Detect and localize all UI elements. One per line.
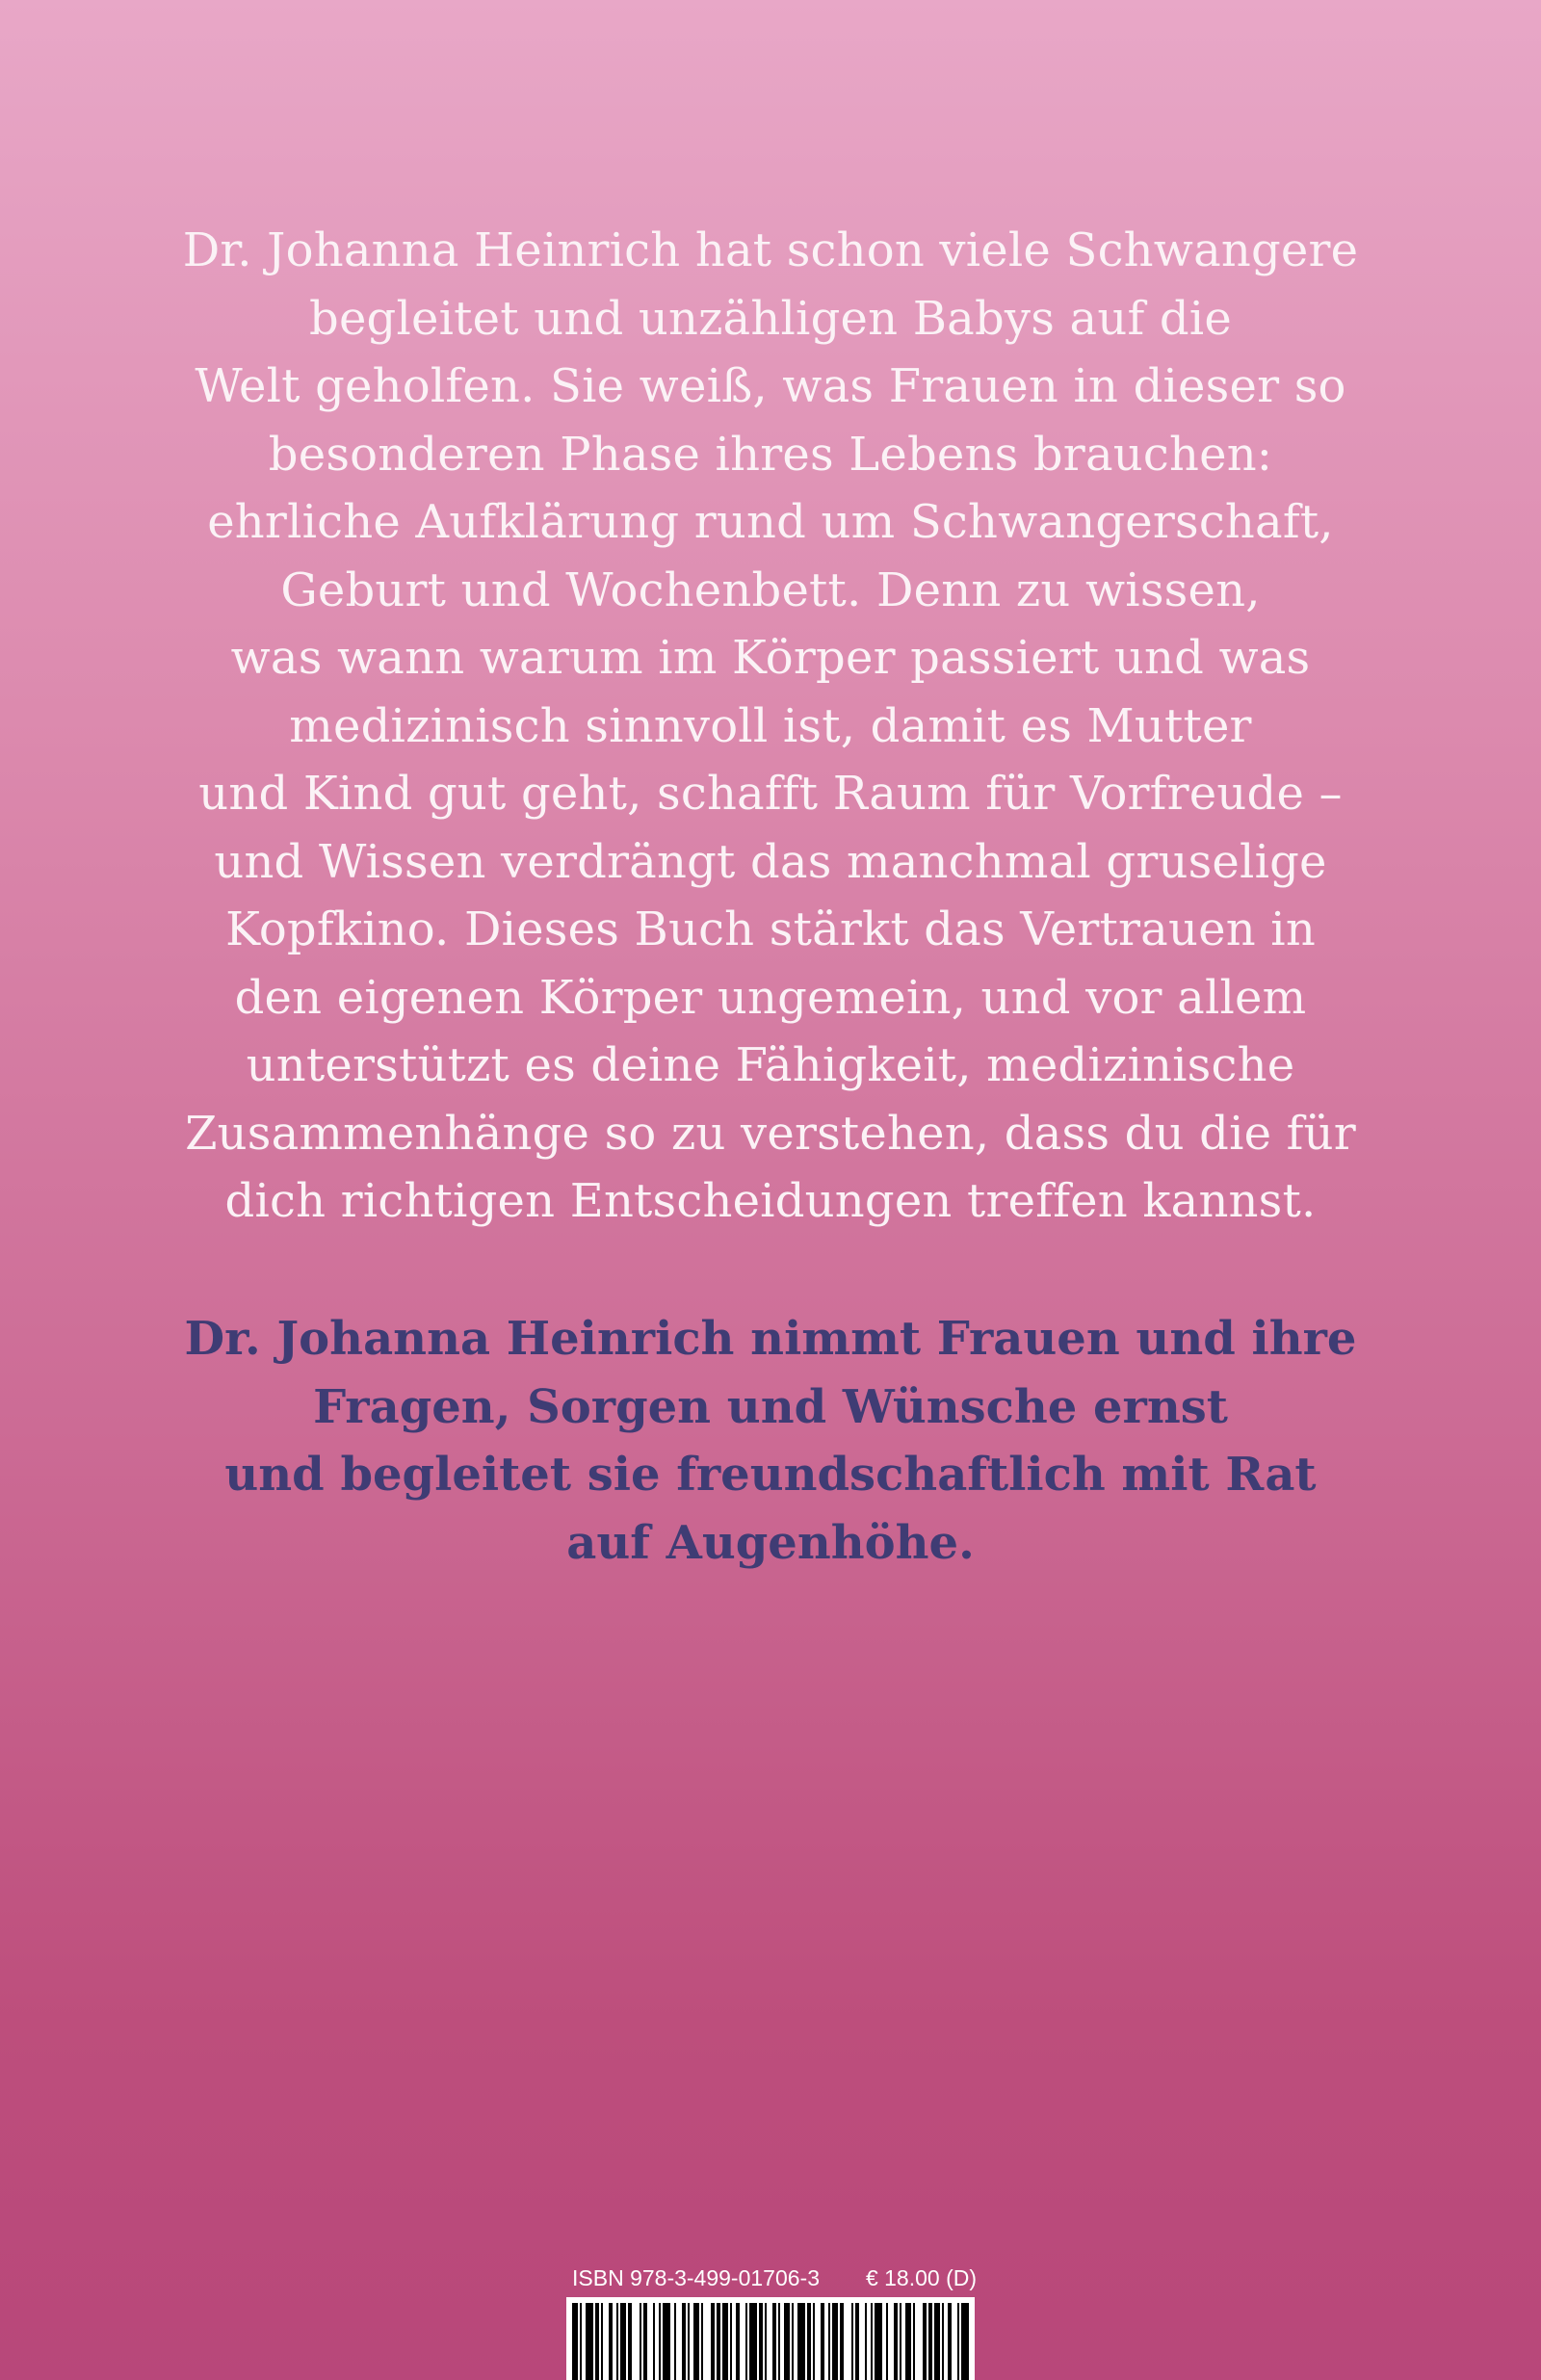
- barcode-bar: [643, 2303, 647, 2380]
- barcode-bar: [595, 2303, 599, 2380]
- barcode-bar: [772, 2303, 776, 2380]
- barcode-bar: [957, 2303, 959, 2380]
- blurb-line: und Kind gut geht, schafft Raum für Vorfreude –: [198, 767, 1343, 821]
- tagline-line: auf Augenhöhe.: [566, 1515, 975, 1570]
- barcode-bar: [792, 2303, 794, 2380]
- barcode-bar: [682, 2303, 686, 2380]
- barcode-bar: [948, 2303, 952, 2380]
- barcode-bar: [663, 2303, 670, 2380]
- barcode-bar: [886, 2303, 888, 2380]
- blurb-line: unterstützt es deine Fähigkeit, medizinische: [246, 1038, 1295, 1092]
- barcode-bar: [840, 2303, 844, 2380]
- isbn-text: ISBN 978-3-499-01706-3: [572, 2265, 820, 2290]
- barcode-bar: [586, 2303, 593, 2380]
- barcode-bar: [828, 2303, 830, 2380]
- barcode-bar: [730, 2303, 732, 2380]
- barcode-bar: [745, 2303, 747, 2380]
- barcode-bar: [711, 2303, 715, 2380]
- barcode-bar: [609, 2303, 613, 2380]
- barcode-bar: [749, 2303, 757, 2380]
- barcode-bar: [601, 2303, 603, 2380]
- blurb-line: ehrliche Aufklärung rund um Schwangerschaft,: [207, 495, 1334, 549]
- barcode-bar: [640, 2303, 641, 2380]
- barcode-bar: [572, 2303, 578, 2380]
- barcode-bar: [855, 2303, 859, 2380]
- barcode-bar: [813, 2303, 815, 2380]
- barcode-bar: [784, 2303, 790, 2380]
- barcode-bar: [961, 2303, 969, 2380]
- barcode-bar: [759, 2303, 763, 2380]
- barcode-bar: [875, 2303, 882, 2380]
- blurb-line: begleitet und unzähligen Babys auf die: [309, 291, 1232, 346]
- barcode-bar: [851, 2303, 853, 2380]
- barcode-bar: [717, 2303, 720, 2380]
- barcode-bar: [701, 2303, 703, 2380]
- blurb-paragraph: [154, 217, 1387, 1236]
- barcode-icon: [566, 2297, 975, 2380]
- barcode-graphic: [566, 2297, 975, 2380]
- blurb-line: besonderen Phase ihres Lebens brauchen:: [268, 427, 1273, 482]
- barcode-bar: [736, 2303, 740, 2380]
- barcode-bar: [865, 2303, 867, 2380]
- barcode-bar: [942, 2303, 944, 2380]
- blurb-line: Zusammenhänge so zu verstehen, dass du die für: [185, 1106, 1356, 1161]
- barcode-bar: [894, 2303, 898, 2380]
- barcode-bar: [807, 2303, 811, 2380]
- barcode-bar: [674, 2303, 676, 2380]
- barcode-bar: [580, 2303, 582, 2380]
- barcode-bar: [620, 2303, 626, 2380]
- barcode-bar: [693, 2303, 699, 2380]
- barcode-bar: [653, 2303, 655, 2380]
- barcode-bar: [913, 2303, 915, 2380]
- barcode-bar: [616, 2303, 618, 2380]
- barcode-bar: [778, 2303, 780, 2380]
- blurb-line: und Wissen verdrängt das manchmal gruselige: [214, 834, 1327, 889]
- tagline-line: Dr. Johanna Heinrich nimmt Frauen und ihre: [184, 1312, 1357, 1366]
- barcode-bar: [722, 2303, 728, 2380]
- barcode-bar: [832, 2303, 838, 2380]
- blurb-line: den eigenen Körper ungemein, und vor allem: [234, 970, 1307, 1025]
- barcode-bar: [900, 2303, 901, 2380]
- tagline-line: und begleitet sie freundschaftlich mit Rat: [224, 1448, 1317, 1502]
- blurb-line: Welt geholfen. Sie weiß, was Frauen in dieser so: [195, 359, 1346, 413]
- price-text: € 18.00 (D): [865, 2265, 977, 2290]
- barcode-bar: [765, 2303, 767, 2380]
- barcode-bar: [934, 2303, 940, 2380]
- barcode-bar: [628, 2303, 632, 2380]
- barcode-bar: [659, 2303, 661, 2380]
- blurb-line: medizinisch sinnvoll ist, damit es Mutter: [289, 698, 1252, 753]
- blurb-line: Geburt und Wochenbett. Denn zu wissen,: [280, 562, 1261, 617]
- blurb-line: dich richtigen Entscheidungen treffen kannst.: [224, 1174, 1317, 1228]
- blurb-line: Kopfkino. Dieses Buch stärkt das Vertrauen in: [225, 902, 1316, 956]
- tagline-line: Fragen, Sorgen und Wünsche ernst: [313, 1379, 1228, 1434]
- barcode-bar: [871, 2303, 873, 2380]
- barcode-bar: [797, 2303, 805, 2380]
- barcode-bar: [923, 2303, 927, 2380]
- barcode-bar: [821, 2303, 824, 2380]
- barcode-bar: [928, 2303, 932, 2380]
- barcode-bar: [688, 2303, 690, 2380]
- blurb-line: Dr. Johanna Heinrich hat schon viele Schwangere: [182, 223, 1359, 277]
- blurb-line: was wann warum im Körper passiert und was: [230, 631, 1311, 685]
- isbn-price-line: [572, 2265, 977, 2290]
- barcode-bar: [905, 2303, 911, 2380]
- tagline-paragraph: [154, 1305, 1387, 1577]
